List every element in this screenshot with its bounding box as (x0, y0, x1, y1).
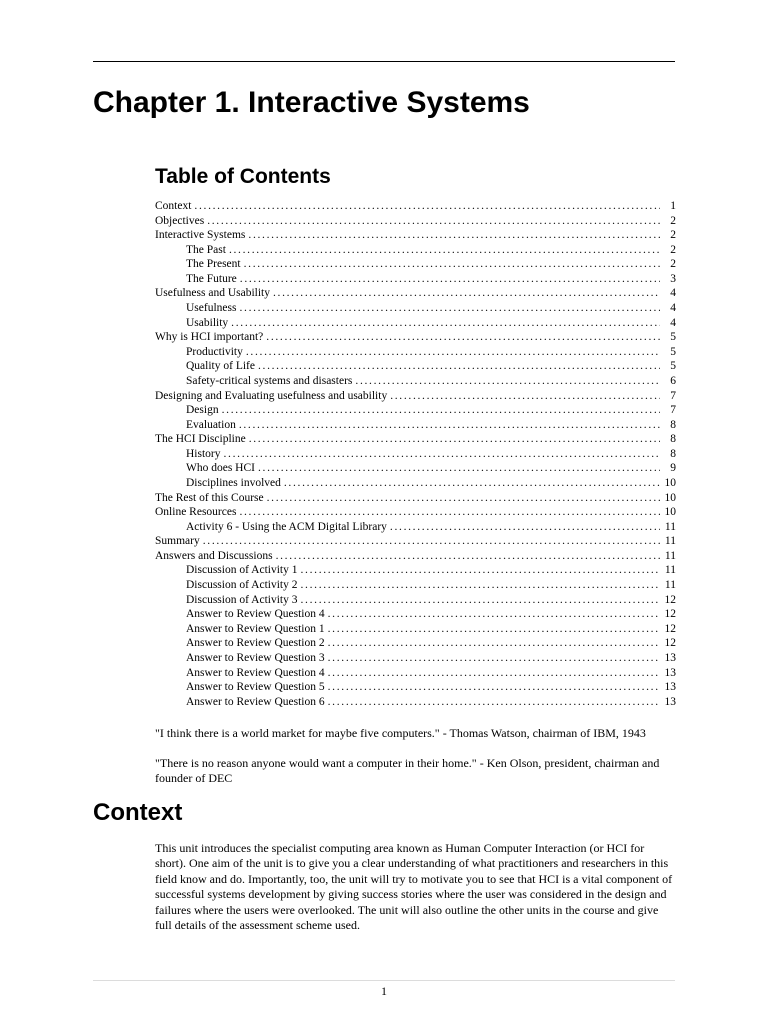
toc-entry-page: 13 (664, 666, 676, 679)
header-rule (93, 61, 675, 62)
chapter-title: Chapter 1. Interactive Systems (93, 86, 530, 119)
toc-entry-page: 13 (664, 695, 676, 708)
toc-entry[interactable] (155, 593, 676, 608)
toc-entry[interactable] (155, 330, 676, 345)
toc-entry-page: 13 (664, 681, 676, 694)
toc-entry-label: Discussion of Activity 1 (186, 564, 298, 577)
toc-entry-label: History (186, 447, 221, 460)
toc-entry[interactable] (155, 228, 676, 243)
toc-entry-page: 13 (664, 651, 676, 664)
toc-entry-label: Objectives (155, 214, 205, 227)
toc-dot-leader (244, 257, 660, 272)
toc-entry-page: 5 (670, 331, 676, 344)
toc-entry-page: 5 (670, 345, 676, 358)
toc-entry[interactable] (155, 505, 676, 520)
toc-entry[interactable] (155, 534, 676, 549)
toc-entry[interactable] (155, 461, 676, 476)
toc-entry-label: Online Resources (155, 506, 237, 519)
toc-entry[interactable] (155, 316, 676, 331)
toc-entry-page: 9 (670, 462, 676, 475)
toc-entry-page: 8 (670, 433, 676, 446)
toc-entry-page: 2 (670, 214, 676, 227)
toc-entry-label: Usefulness and Usability (155, 287, 270, 300)
toc-entry-label: Answers and Discussions (155, 549, 273, 562)
toc-entry-page: 11 (664, 535, 676, 548)
toc-dot-leader (328, 666, 660, 681)
toc-entry-page: 11 (664, 549, 676, 562)
toc-dot-leader (207, 214, 660, 229)
toc-entry-page: 12 (664, 608, 676, 621)
toc-entry-label: Answer to Review Question 4 (186, 608, 325, 621)
toc-entry-page: 10 (664, 476, 676, 489)
toc-entry-label: The Past (186, 243, 226, 256)
toc-entry-page: 12 (664, 593, 676, 606)
toc-entry[interactable] (155, 243, 676, 258)
toc-entry-label: Context (155, 200, 192, 212)
toc-entry-label: The Present (186, 258, 241, 271)
quote-watson: "I think there is a world market for maybe five computers." - Thomas Watson, chairman of IBM, 1943 (155, 726, 646, 740)
toc-dot-leader (328, 636, 660, 651)
toc-entry[interactable] (155, 680, 676, 695)
toc-dot-leader (328, 680, 660, 695)
toc-entry-label: The Future (186, 272, 237, 285)
toc-entry[interactable] (155, 345, 676, 360)
toc-entry[interactable] (155, 359, 676, 374)
toc-entry[interactable] (155, 214, 676, 229)
toc-dot-leader (229, 243, 660, 258)
toc-entry-label: Usefulness (186, 302, 237, 315)
toc-entry-label: Summary (155, 535, 200, 548)
toc-entry[interactable] (155, 447, 676, 462)
toc-entry[interactable] (155, 578, 676, 593)
toc-dot-leader (328, 607, 660, 622)
toc-dot-leader (301, 563, 661, 578)
toc-dot-leader (248, 228, 660, 243)
toc-dot-leader (390, 389, 660, 404)
toc-dot-leader (276, 549, 660, 564)
toc-entry-label: Interactive Systems (155, 229, 246, 242)
page-number: 1 (381, 984, 387, 998)
toc-entry-page: 11 (664, 564, 676, 577)
toc-dot-leader (328, 651, 660, 666)
toc-entry[interactable] (155, 563, 676, 578)
toc-entry-label: Answer to Review Question 3 (186, 651, 325, 664)
toc-entry[interactable] (155, 636, 676, 651)
toc-dot-leader (266, 330, 660, 345)
toc-entry-page: 8 (670, 447, 676, 460)
toc-entry-label: Disciplines involved (186, 476, 281, 489)
toc-entry-label: Discussion of Activity 3 (186, 593, 298, 606)
toc-title: Table of Contents (155, 165, 331, 188)
toc-dot-leader (222, 403, 660, 418)
toc-entry[interactable] (155, 272, 676, 287)
toc-dot-leader (258, 461, 660, 476)
toc-entry-page: 5 (670, 360, 676, 373)
toc-dot-leader (239, 505, 660, 520)
toc-entry-label: Designing and Evaluating usefulness and usability (155, 389, 388, 402)
toc-entry[interactable] (155, 549, 676, 564)
context-paragraph: This unit introduces the specialist computing area known as Human Computer Interaction (or HCI for short). One aim of the unit is to give you a clear understanding of what practitioners and researchers in this field know and do. Importantly, too, the unit will try to motivate you to see that HCI is a vital component of successful systems development by giving success stories where the user was considered in the design and failures where the users were overlooked. The unit will also outline the other units in the course and give full details of the assessment scheme used. (155, 841, 673, 933)
footer-rule (93, 980, 675, 981)
toc-entry-page: 2 (670, 229, 676, 242)
toc-entry-label: Evaluation (186, 418, 236, 431)
toc-entry-page: 4 (670, 287, 676, 300)
toc-entry-page: 10 (664, 491, 676, 504)
toc-dot-leader (328, 695, 660, 710)
table-of-contents (155, 199, 676, 709)
toc-entry-page: 1 (670, 200, 676, 212)
toc-dot-leader (273, 286, 660, 301)
toc-entry[interactable] (155, 432, 676, 447)
toc-entry-page: 8 (670, 418, 676, 431)
toc-dot-leader (301, 593, 661, 608)
toc-entry-page: 11 (664, 579, 676, 592)
toc-entry-label: Answer to Review Question 5 (186, 681, 325, 694)
toc-dot-leader (328, 622, 660, 637)
toc-entry-page: 12 (664, 622, 676, 635)
toc-dot-leader (301, 578, 661, 593)
toc-dot-leader (203, 534, 660, 549)
toc-entry-label: Answer to Review Question 6 (186, 695, 325, 708)
toc-entry[interactable] (155, 301, 676, 316)
toc-entry[interactable] (155, 520, 676, 535)
toc-entry-page: 10 (664, 506, 676, 519)
toc-entry-page: 12 (664, 637, 676, 650)
toc-entry-page: 2 (670, 258, 676, 271)
toc-entry-label: Answer to Review Question 2 (186, 637, 325, 650)
toc-dot-leader (240, 272, 660, 287)
toc-dot-leader (355, 374, 660, 389)
toc-entry[interactable] (155, 257, 676, 272)
toc-entry-label: Why is HCI important? (155, 331, 264, 344)
toc-dot-leader (239, 418, 660, 433)
toc-entry-label: Quality of Life (186, 360, 255, 373)
toc-entry[interactable] (155, 607, 676, 622)
toc-entry-label: Who does HCI (186, 462, 255, 475)
toc-dot-leader (267, 491, 660, 506)
toc-entry-page: 7 (670, 389, 676, 402)
toc-dot-leader (231, 316, 660, 331)
toc-entry[interactable] (155, 389, 676, 404)
toc-entry-page: 4 (670, 316, 676, 329)
toc-entry-label: Productivity (186, 345, 243, 358)
toc-entry[interactable] (155, 403, 676, 418)
toc-dot-leader (224, 447, 661, 462)
toc-entry-label: Activity 6 - Using the ACM Digital Library (186, 520, 387, 533)
toc-entry-label: Discussion of Activity 2 (186, 579, 298, 592)
section-heading-context: Context (93, 799, 183, 826)
toc-entry[interactable] (155, 374, 676, 389)
toc-entry-label: The Rest of this Course (155, 491, 264, 504)
toc-dot-leader (390, 520, 660, 535)
toc-dot-leader (194, 199, 660, 214)
toc-dot-leader (246, 345, 660, 360)
toc-entry[interactable] (155, 666, 676, 681)
toc-entry-label: Answer to Review Question 4 (186, 666, 325, 679)
toc-entry-label: Answer to Review Question 1 (186, 622, 325, 635)
toc-entry[interactable] (155, 286, 676, 301)
toc-entry-page: 7 (670, 404, 676, 417)
toc-entry-label: Usability (186, 316, 229, 329)
toc-entry-page: 4 (670, 302, 676, 315)
toc-entry-page: 6 (670, 374, 676, 387)
toc-entry[interactable] (155, 491, 676, 506)
toc-entry-label: Design (186, 404, 219, 417)
toc-dot-leader (249, 432, 660, 447)
toc-entry[interactable] (155, 199, 676, 214)
toc-entry[interactable] (155, 476, 676, 491)
toc-entry-label: The HCI Discipline (155, 433, 246, 446)
toc-entry-page: 11 (664, 520, 676, 533)
toc-entry[interactable] (155, 418, 676, 433)
toc-entry-page: 2 (670, 243, 676, 256)
toc-entry-label: Safety-critical systems and disasters (186, 374, 353, 387)
toc-entry-page: 3 (670, 272, 676, 285)
toc-dot-leader (239, 301, 660, 316)
toc-dot-leader (284, 476, 660, 491)
toc-entry[interactable] (155, 622, 676, 637)
toc-dot-leader (258, 359, 660, 374)
toc-entry[interactable] (155, 651, 676, 666)
quote-olson: "There is no reason anyone would want a computer in their home." - Ken Olson, president, chairman and founder of DEC (155, 756, 660, 785)
toc-entry[interactable] (155, 695, 676, 710)
